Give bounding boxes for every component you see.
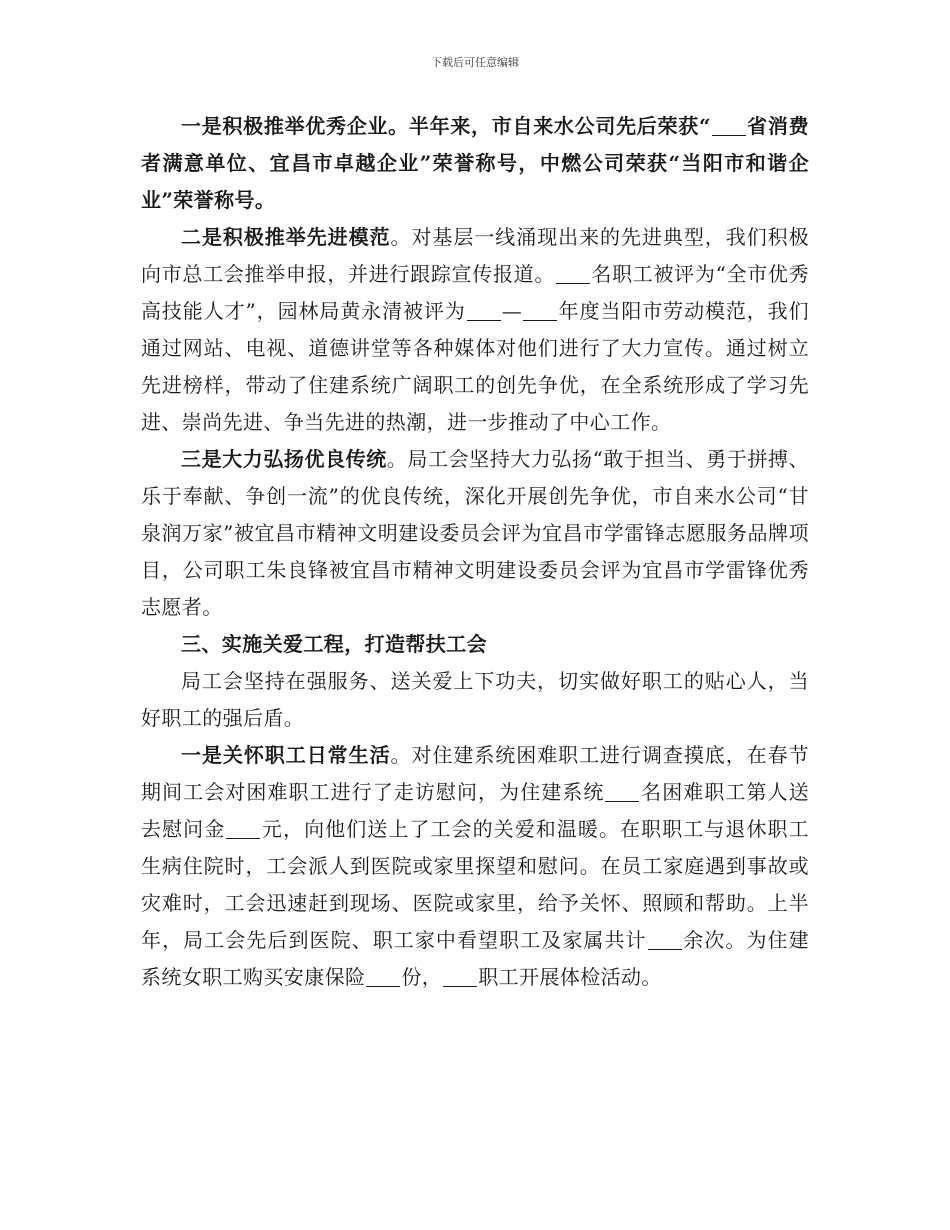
paragraph-fine-traditions bbox=[141, 441, 809, 626]
paragraph-text: 元，向他们送上了工会的关爱和温暖。在职职工与退休职工生病住院时，工会派人到医院或家里探望和慰问。在员工家庭遇到事故或灾难时，工会迅速赶到现场、医院或家里，给予关怀、照顾和帮助。上半年，局工会先后到医院、职工家中看望职工及家属共计 bbox=[141, 817, 809, 952]
blank-field bbox=[523, 302, 557, 321]
paragraph-text: 职工开展体检活动。 bbox=[478, 965, 662, 989]
paragraph-text: 。对住建系统困难职工进行调查摸底，在春节期间工会对困难职工进行了走访慰问，为住建系统 bbox=[141, 743, 810, 804]
paragraph-text: 名职工被评为“全市优秀高技能人才”，园林局黄永清被评为 bbox=[141, 262, 810, 323]
paragraph-text: 省消费者满意单位、宜昌市卓越企业”荣誉称号，中燃公司荣获“当阳市和谐企业”荣誉称号。 bbox=[141, 114, 809, 212]
paragraph-daily-life-care bbox=[141, 737, 809, 996]
blank-field bbox=[605, 783, 639, 802]
blank-field bbox=[443, 968, 477, 987]
paragraph-text: 名困难职工第人送去慰问金 bbox=[141, 780, 809, 841]
paragraph-text: 年度当阳市劳动模范，我们通过网站、电视、道德讲堂等各种媒体对他们进行了大力宣传。通过树立先进榜样，带动了住建系统广阔职工的创先争优，在全系统形成了学习先进、崇尚先进、争当先进的热潮，进一步推动了中心工作。 bbox=[141, 299, 809, 434]
paragraph-text: — bbox=[501, 299, 523, 323]
blank-field bbox=[712, 117, 746, 136]
section-heading: 三、实施关爱工程，打造帮扶工会 bbox=[181, 632, 487, 656]
blank-field bbox=[648, 931, 682, 950]
paragraph-text: 份， bbox=[401, 965, 443, 989]
page-header: 下载后可任意编辑 bbox=[431, 56, 519, 69]
paragraph-lead: 一是积极推举优秀企业。半年来，市自来水公司先后荣获“ bbox=[181, 114, 711, 138]
document-body bbox=[141, 108, 809, 996]
paragraph-text: 。对基层一线涌现出来的先进典型，我们积极向市总工会推举申报，并进行跟踪宣传报道。 bbox=[141, 225, 810, 286]
blank-field bbox=[467, 302, 501, 321]
paragraph-advanced-models bbox=[141, 219, 809, 441]
blank-field bbox=[556, 265, 590, 284]
paragraph-text: 。局工会坚持大力弘扬“敢于担当、勇于拼搏、乐于奉献、争创一流”的优良传统，深化开展创先争优，市自来水公司“甘泉润万家”被宜昌市精神文明建设委员会评为宜昌市学雷锋志愿服务品牌项目，公司职工朱良锋被宜昌市精神文明建设委员会评为宜昌市学雷锋优秀志愿者。 bbox=[141, 447, 810, 619]
paragraph-text: 余次。为住建系统女职工购买安康保险 bbox=[141, 928, 809, 989]
paragraph-lead: 三是大力弘扬优良传统 bbox=[181, 447, 387, 471]
paragraph-outstanding-enterprises bbox=[141, 108, 809, 219]
paragraph-intro: 局工会坚持在强服务、送关爱上下功夫，切实做好职工的贴心人，当好职工的强后盾。 bbox=[141, 669, 809, 730]
blank-field bbox=[226, 820, 260, 839]
blank-field bbox=[366, 968, 400, 987]
paragraph-lead: 一是关怀职工日常生活 bbox=[181, 743, 391, 767]
paragraph-lead: 二是积极推举先进模范 bbox=[181, 225, 391, 249]
